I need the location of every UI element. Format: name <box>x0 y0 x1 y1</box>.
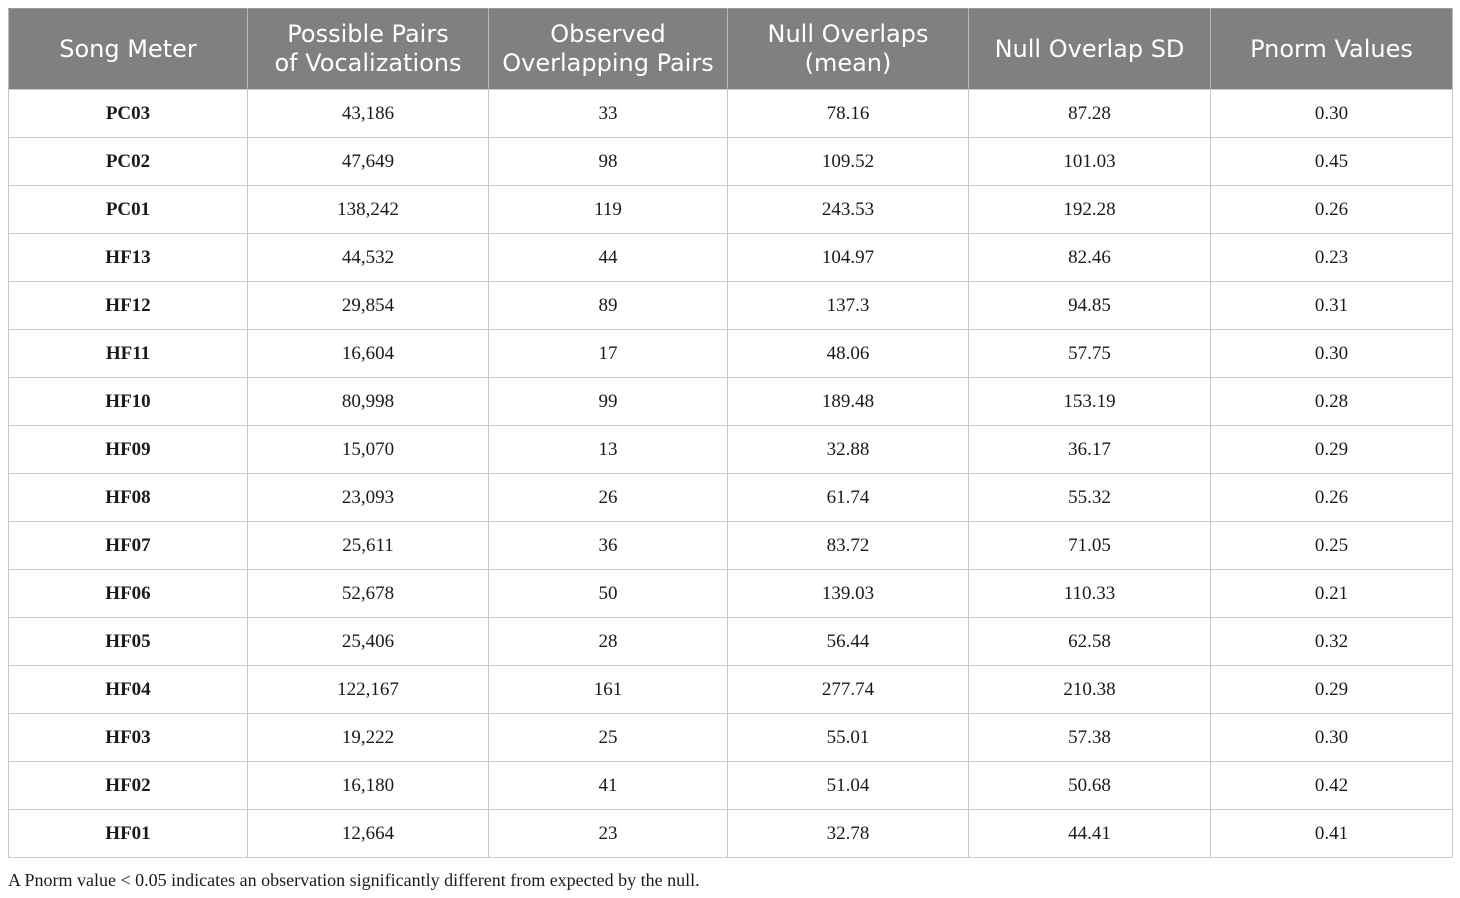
data-table-container <box>8 8 1452 858</box>
table-cell-pnorm-values: 0.26 <box>1211 474 1453 522</box>
table-cell-null-overlap-sd: 71.05 <box>969 522 1211 570</box>
table-row <box>9 522 1453 570</box>
table-cell-pnorm-values: 0.31 <box>1211 282 1453 330</box>
column-header-pnorm-values <box>1211 9 1453 90</box>
row-label-cell: HF02 <box>9 762 248 810</box>
table-row <box>9 570 1453 618</box>
row-label-cell: HF06 <box>9 570 248 618</box>
table-row <box>9 186 1453 234</box>
table-cell-null-overlaps-mean: 189.48 <box>728 378 969 426</box>
table-cell-null-overlap-sd: 36.17 <box>969 426 1211 474</box>
table-cell-null-overlaps-mean: 32.78 <box>728 810 969 858</box>
table-row <box>9 618 1453 666</box>
table-cell-possible-pairs: 25,406 <box>248 618 489 666</box>
table-cell-possible-pairs: 19,222 <box>248 714 489 762</box>
table-cell-observed-overlapping-pairs: 89 <box>489 282 728 330</box>
row-label-cell: HF05 <box>9 618 248 666</box>
table-cell-observed-overlapping-pairs: 33 <box>489 90 728 138</box>
table-cell-possible-pairs: 12,664 <box>248 810 489 858</box>
column-header-line: Possible Pairs <box>287 20 449 48</box>
table-cell-possible-pairs: 122,167 <box>248 666 489 714</box>
column-header-line: of Vocalizations <box>274 49 462 77</box>
table-cell-pnorm-values: 0.41 <box>1211 810 1453 858</box>
column-header-line: Pnorm Values <box>1250 34 1413 63</box>
table-cell-null-overlaps-mean: 61.74 <box>728 474 969 522</box>
table-row <box>9 714 1453 762</box>
table-row <box>9 666 1453 714</box>
table-cell-possible-pairs: 23,093 <box>248 474 489 522</box>
column-header-null-overlap-sd <box>969 9 1211 90</box>
column-header-line: Null Overlaps <box>767 20 929 48</box>
table-cell-observed-overlapping-pairs: 161 <box>489 666 728 714</box>
table-cell-null-overlap-sd: 82.46 <box>969 234 1211 282</box>
column-header-line: Null Overlap SD <box>994 34 1185 63</box>
table-cell-possible-pairs: 43,186 <box>248 90 489 138</box>
table-cell-pnorm-values: 0.45 <box>1211 138 1453 186</box>
table-cell-observed-overlapping-pairs: 28 <box>489 618 728 666</box>
table-cell-possible-pairs: 16,604 <box>248 330 489 378</box>
table-cell-null-overlap-sd: 57.75 <box>969 330 1211 378</box>
table-cell-possible-pairs: 29,854 <box>248 282 489 330</box>
table-cell-pnorm-values: 0.21 <box>1211 570 1453 618</box>
table-cell-null-overlaps-mean: 78.16 <box>728 90 969 138</box>
row-label-cell: HF10 <box>9 378 248 426</box>
table-cell-observed-overlapping-pairs: 99 <box>489 378 728 426</box>
row-label-cell: HF13 <box>9 234 248 282</box>
table-row <box>9 474 1453 522</box>
table-cell-null-overlap-sd: 57.38 <box>969 714 1211 762</box>
table-footnote: A Pnorm value < 0.05 indicates an observation significantly different from expected by the null. <box>8 870 700 890</box>
data-table <box>8 8 1453 858</box>
row-label-cell: HF08 <box>9 474 248 522</box>
table-cell-null-overlap-sd: 50.68 <box>969 762 1211 810</box>
table-cell-observed-overlapping-pairs: 44 <box>489 234 728 282</box>
table-row <box>9 810 1453 858</box>
column-header-observed-overlapping-pairs <box>489 9 728 90</box>
table-cell-null-overlaps-mean: 32.88 <box>728 426 969 474</box>
table-cell-null-overlaps-mean: 83.72 <box>728 522 969 570</box>
table-cell-pnorm-values: 0.29 <box>1211 666 1453 714</box>
table-cell-possible-pairs: 52,678 <box>248 570 489 618</box>
table-cell-null-overlap-sd: 110.33 <box>969 570 1211 618</box>
row-label-cell: HF12 <box>9 282 248 330</box>
table-cell-null-overlaps-mean: 48.06 <box>728 330 969 378</box>
table-cell-pnorm-values: 0.30 <box>1211 90 1453 138</box>
table-row <box>9 426 1453 474</box>
table-row <box>9 138 1453 186</box>
table-cell-pnorm-values: 0.23 <box>1211 234 1453 282</box>
table-cell-possible-pairs: 15,070 <box>248 426 489 474</box>
row-label-cell: PC03 <box>9 90 248 138</box>
table-cell-null-overlaps-mean: 51.04 <box>728 762 969 810</box>
table-cell-null-overlap-sd: 62.58 <box>969 618 1211 666</box>
table-cell-null-overlap-sd: 210.38 <box>969 666 1211 714</box>
table-row <box>9 282 1453 330</box>
column-header-line: Observed <box>550 20 666 48</box>
column-header-null-overlaps-mean <box>728 9 969 90</box>
table-cell-pnorm-values: 0.30 <box>1211 330 1453 378</box>
table-cell-observed-overlapping-pairs: 26 <box>489 474 728 522</box>
table-cell-null-overlaps-mean: 109.52 <box>728 138 969 186</box>
table-cell-observed-overlapping-pairs: 13 <box>489 426 728 474</box>
row-label-cell: PC01 <box>9 186 248 234</box>
table-cell-pnorm-values: 0.29 <box>1211 426 1453 474</box>
table-cell-observed-overlapping-pairs: 50 <box>489 570 728 618</box>
column-header-song-meter <box>9 9 248 90</box>
header-row <box>9 9 1453 90</box>
table-cell-possible-pairs: 44,532 <box>248 234 489 282</box>
table-cell-null-overlaps-mean: 104.97 <box>728 234 969 282</box>
table-cell-observed-overlapping-pairs: 98 <box>489 138 728 186</box>
table-cell-observed-overlapping-pairs: 17 <box>489 330 728 378</box>
table-cell-possible-pairs: 80,998 <box>248 378 489 426</box>
row-label-cell: HF04 <box>9 666 248 714</box>
table-row <box>9 90 1453 138</box>
table-cell-pnorm-values: 0.25 <box>1211 522 1453 570</box>
table-cell-possible-pairs: 16,180 <box>248 762 489 810</box>
table-row <box>9 234 1453 282</box>
table-row <box>9 762 1453 810</box>
table-cell-observed-overlapping-pairs: 41 <box>489 762 728 810</box>
table-cell-observed-overlapping-pairs: 25 <box>489 714 728 762</box>
table-cell-observed-overlapping-pairs: 119 <box>489 186 728 234</box>
column-header-line: Overlapping Pairs <box>502 49 714 77</box>
row-label-cell: HF01 <box>9 810 248 858</box>
table-cell-null-overlap-sd: 87.28 <box>969 90 1211 138</box>
table-cell-possible-pairs: 138,242 <box>248 186 489 234</box>
table-cell-null-overlap-sd: 101.03 <box>969 138 1211 186</box>
table-header <box>9 9 1453 90</box>
table-cell-null-overlap-sd: 94.85 <box>969 282 1211 330</box>
column-header-line: Song Meter <box>59 34 197 63</box>
column-header-possible-pairs <box>248 9 489 90</box>
table-cell-null-overlap-sd: 55.32 <box>969 474 1211 522</box>
row-label-cell: HF11 <box>9 330 248 378</box>
table-cell-pnorm-values: 0.30 <box>1211 714 1453 762</box>
table-row <box>9 378 1453 426</box>
table-cell-observed-overlapping-pairs: 36 <box>489 522 728 570</box>
table-cell-null-overlaps-mean: 55.01 <box>728 714 969 762</box>
table-cell-null-overlaps-mean: 243.53 <box>728 186 969 234</box>
table-row <box>9 330 1453 378</box>
table-cell-null-overlaps-mean: 56.44 <box>728 618 969 666</box>
table-cell-pnorm-values: 0.42 <box>1211 762 1453 810</box>
row-label-cell: HF03 <box>9 714 248 762</box>
table-body <box>9 90 1453 858</box>
table-cell-pnorm-values: 0.32 <box>1211 618 1453 666</box>
column-header-line: (mean) <box>804 49 892 77</box>
table-cell-null-overlap-sd: 44.41 <box>969 810 1211 858</box>
table-cell-null-overlap-sd: 192.28 <box>969 186 1211 234</box>
table-cell-possible-pairs: 25,611 <box>248 522 489 570</box>
table-cell-null-overlap-sd: 153.19 <box>969 378 1211 426</box>
row-label-cell: HF09 <box>9 426 248 474</box>
table-cell-pnorm-values: 0.26 <box>1211 186 1453 234</box>
row-label-cell: HF07 <box>9 522 248 570</box>
table-cell-pnorm-values: 0.28 <box>1211 378 1453 426</box>
row-label-cell: PC02 <box>9 138 248 186</box>
table-cell-possible-pairs: 47,649 <box>248 138 489 186</box>
table-cell-observed-overlapping-pairs: 23 <box>489 810 728 858</box>
table-cell-null-overlaps-mean: 139.03 <box>728 570 969 618</box>
table-cell-null-overlaps-mean: 137.3 <box>728 282 969 330</box>
table-cell-null-overlaps-mean: 277.74 <box>728 666 969 714</box>
